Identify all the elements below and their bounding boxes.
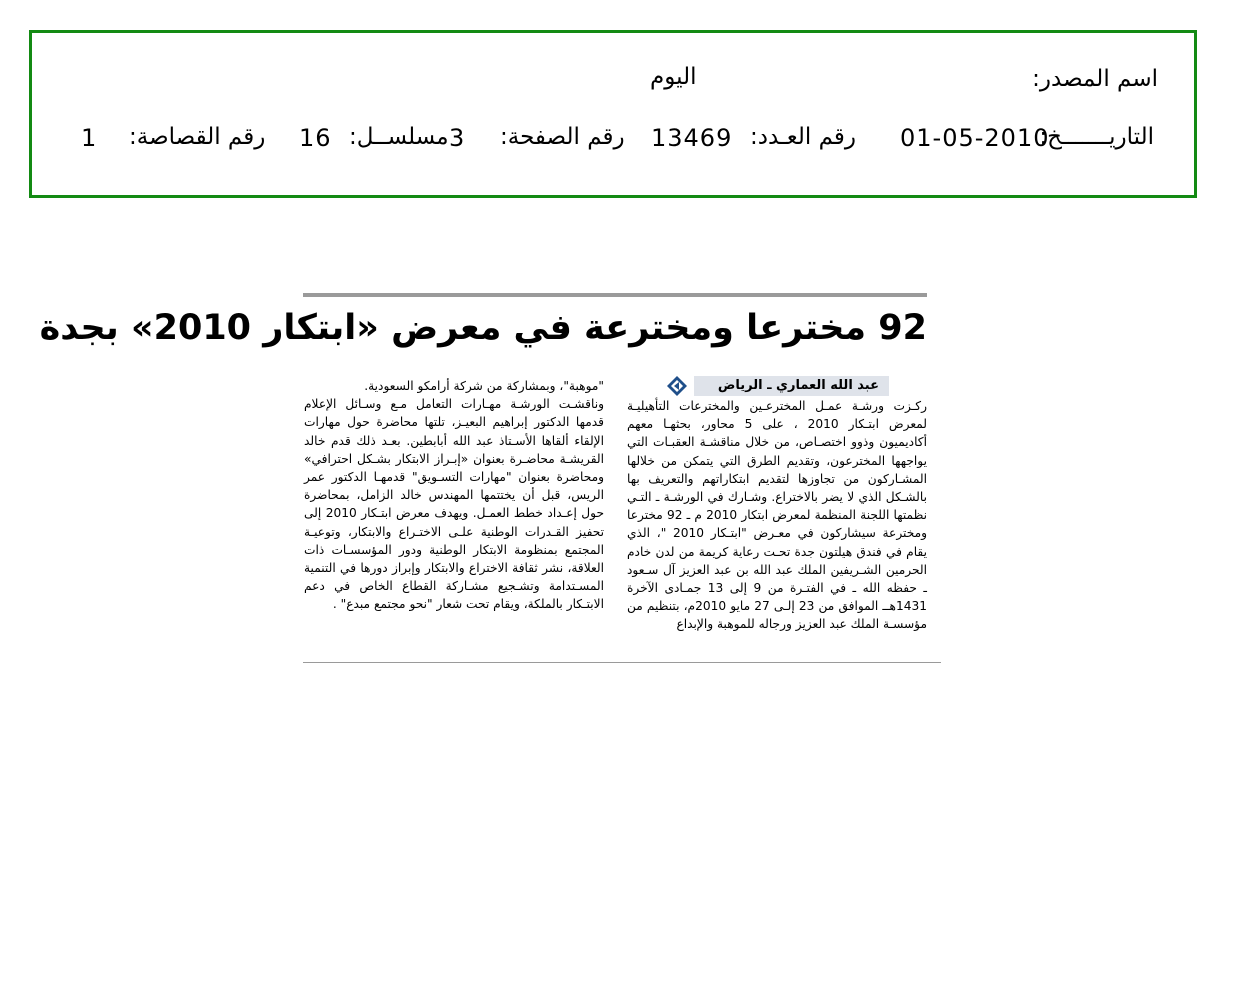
article-byline: [666, 375, 889, 397]
article-paragraph: ركـزت ورشـة عمـل المخترعـين والمخترعات التأهيليـة لمعرض ابتـكار 2010 ، على 5 محاور، بحثهـا معهم أكاديميون وذوو اختصـاص، من خلال مناقشـة العقبـات التي يواجهها المخترعون، وتقديم الطرق التي يتمكن من خلالها المشـاركون من تجاوزها لتقديم ابتكاراتهم والتعريف بها بالشـكل الذي لا يضر بالاختراع. وشـارك في الورشـة ـ التـي نظمتها اللجنة المنظمة لمعرض ابتكار 2010 م ـ 92 مخترعا ومخترعة سيشاركون في معـرض "ابتـكار 2010 "، الذي يقام في فندق هيلتون جدة تحـت رعاية كريمة من لدن خادم الحرمين الشـريفين الملك عبد الله بن عبد العزيز آل سـعود ـ حفظه الله ـ في الفتـرة من 9 إلى 13 جمـادى الآخرة 1431هــ الموافق من 23 إلـى 27 مايو 2010م، بتنظيم من مؤسسـة الملك عبد العزيز ورجاله للموهبة والإبداع: [627, 399, 928, 632]
clipping-top-rule: [303, 293, 927, 297]
article-headline: 92 مخترعا ومخترعة في معرض «ابتكار 2010» بجدة: [39, 308, 927, 348]
page-label: رقم الصفحة:: [500, 124, 625, 150]
date-label: التاريـــــــخ:: [1039, 124, 1154, 150]
article-paragraph: وناقشـت الورشـة مهـارات التعامل مـع وسـائل الإعلام قدمها الدكتور إبراهيم البعيـز، تلتها محاضرة حول مهارات الإلقاء ألقاها الأسـتاذ عبد الله أبابطين. بعـد ذلك قدم خالد القريشـة محاضـرة بعنوان «إبـراز الابتكار بشـكل احترافي» ومحاضرة بعنوان "مهارات التسـويق" قدمهـا الدكتور عمر الريس، قبل أن يختتمها المهندس خالد الزامل، بمحاضرة حول إعـداد خطط العمـل. ويهدف معرض ابتـكار 2010 إلى تحفيز القـدرات الوطنية علـى الاختـراع والابتكار، وتوعيـة المجتمع بمنظومة الابتكار الوطنية ودور المؤسسـات ذات العلاقة، نشر ثقافة الاختراع والابتكار وإبراز دورها في التنمية المسـتدامة وتشـجيع مشـاركة القطاع الخاص في دعم الابتـكار بالملكة، ويقام تحت شعار "نحو مجتمع مبدع" .: [304, 397, 604, 612]
date-value: 01-05-2010: [900, 124, 1050, 152]
article-column-left: [304, 377, 604, 614]
clipping-bottom-rule: [303, 662, 941, 663]
diamond-arrow-icon: [666, 375, 688, 397]
issue-label: رقم العـدد:: [750, 124, 857, 150]
serial-label: مسلســل:: [349, 124, 449, 150]
clip-number-label: رقم القصاصة:: [129, 124, 266, 150]
issue-value: 13469: [651, 124, 733, 152]
source-value: اليوم: [650, 64, 697, 90]
article-paragraph: "موهبة"، وبمشاركة من شركة أرامكو السعودية.: [364, 379, 604, 393]
clipping-info-box: [29, 30, 1197, 198]
clip-number-value: 1: [81, 124, 98, 152]
serial-value: 16: [299, 124, 332, 152]
article-column-right: [627, 397, 927, 634]
page-value: 3: [449, 124, 466, 152]
byline-author: عبد الله العماري ـ الرياض: [694, 376, 889, 396]
newspaper-clipping: [39, 293, 941, 663]
source-label: اسم المصدر:: [1032, 66, 1158, 92]
